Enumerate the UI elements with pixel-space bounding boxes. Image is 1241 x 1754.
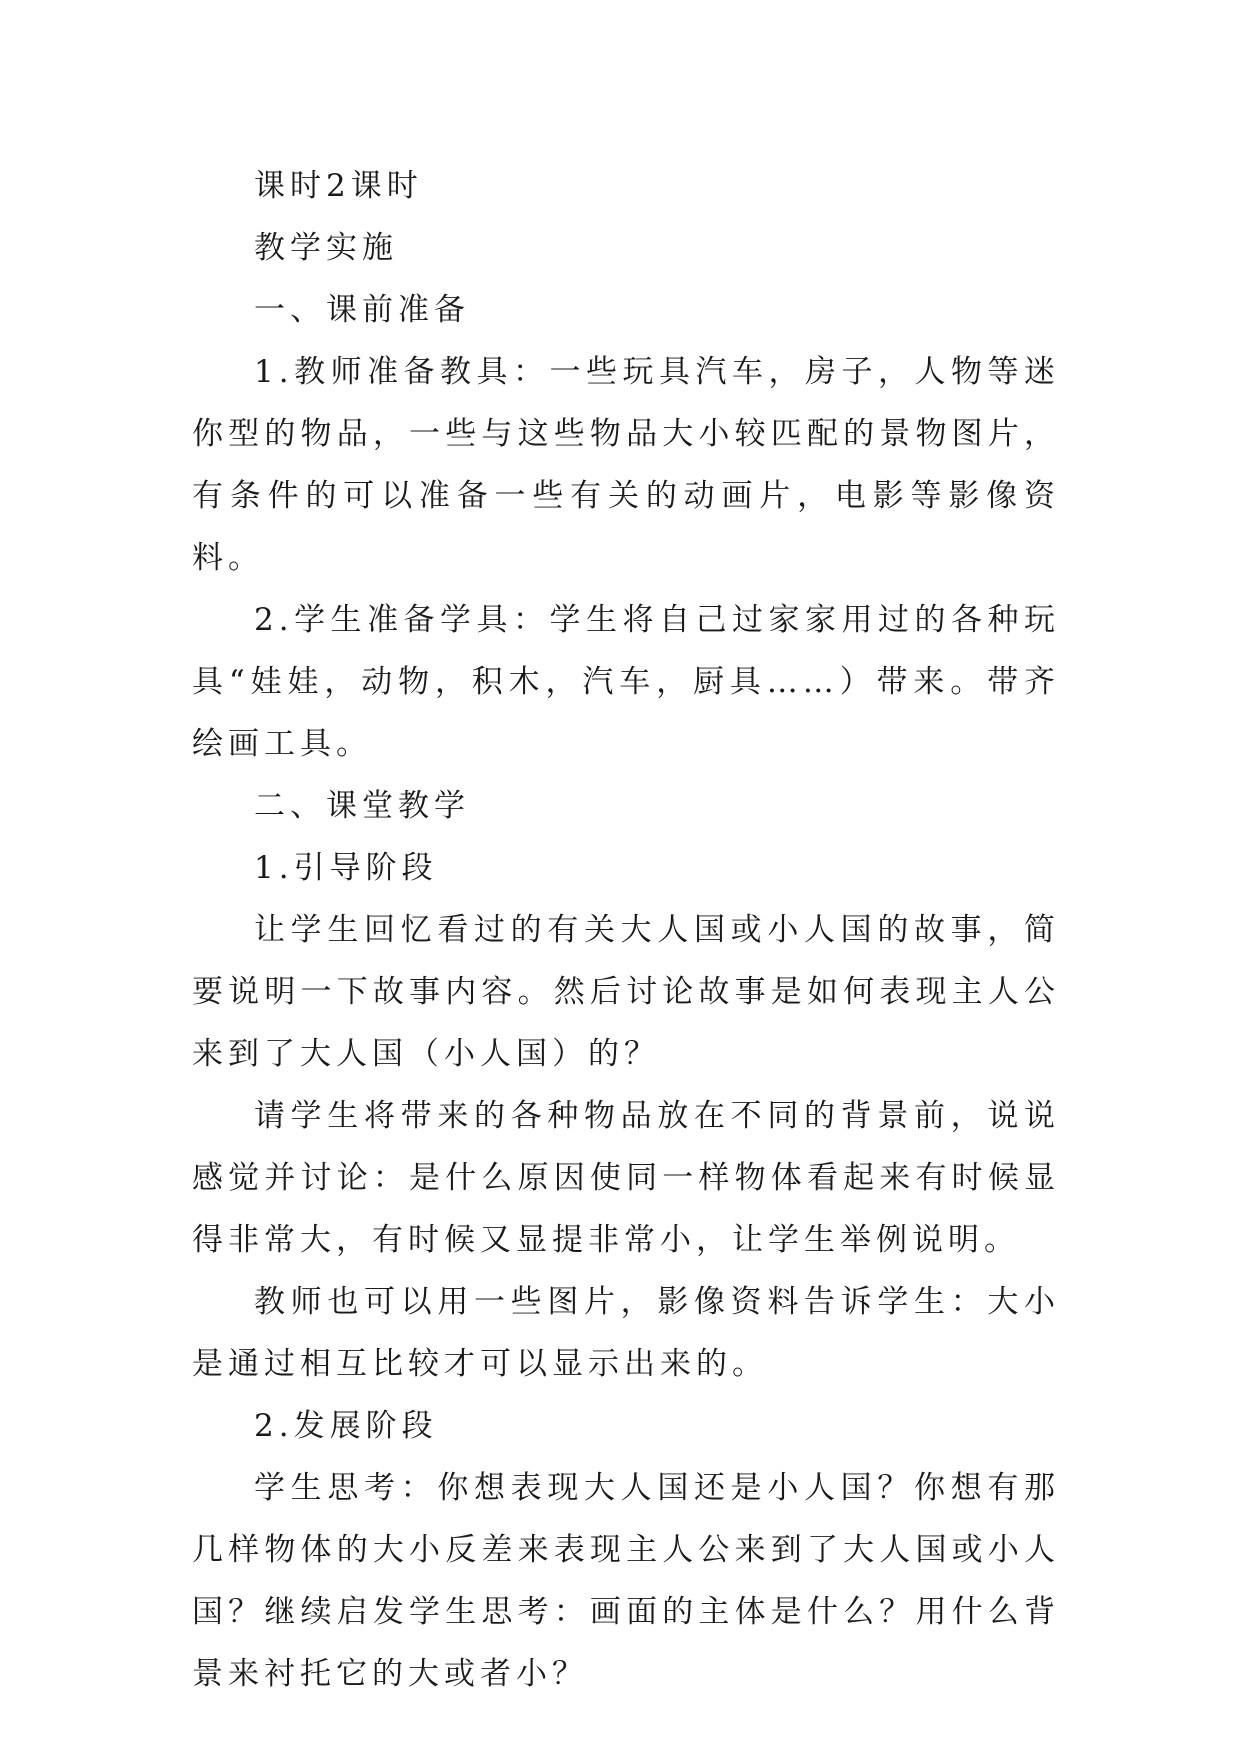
paragraph-recall-story: 让学生回忆看过的有关大人国或小人国的故事，简要说明一下故事内容。然后讨论故事是如何表现主人公来到了大人国（小人国）的？: [192, 912, 1060, 1072]
paragraph-teacher-images: 教师也可以用一些图片，影像资料告诉学生：大小是通过相互比较才可以显示出来的。: [192, 1284, 1060, 1382]
paragraph-student-preparation: 2.学生准备学具：学生将自己过家家用过的各种玩具“娃娃，动物，积木，汽车，厨具……）带来。带齐绘画工具。: [192, 602, 1060, 762]
subheading-development-stage: 2.发展阶段: [254, 1408, 438, 1444]
paragraph-student-thinking: 学生思考：你想表现大人国还是小人国？你想有那几样物体的大小反差来表现主人公来到了大人国或小人国？继续启发学生思考：画面的主体是什么？用什么背景来衬托它的大或者小？: [192, 1470, 1060, 1692]
section-heading-classroom: 二、课堂教学: [254, 788, 470, 824]
lesson-duration: 课时2课时: [254, 168, 423, 204]
paragraph-teacher-preparation: 1.教师准备教具：一些玩具汽车，房子，人物等迷你型的物品，一些与这些物品大小较匹配的景物图片，有条件的可以准备一些有关的动画片，电影等影像资料。: [192, 354, 1060, 576]
section-heading-preparation: 一、课前准备: [254, 292, 470, 328]
subheading-guidance-stage: 1.引导阶段: [254, 850, 438, 886]
paragraph-discussion: 请学生将带来的各种物品放在不同的背景前，说说感觉并讨论：是什么原因使同一样物体看起来有时候显得非常大，有时候又显提非常小，让学生举例说明。: [192, 1098, 1060, 1258]
section-heading-implementation: 教学实施: [254, 230, 398, 266]
document-body: [192, 155, 1060, 1705]
